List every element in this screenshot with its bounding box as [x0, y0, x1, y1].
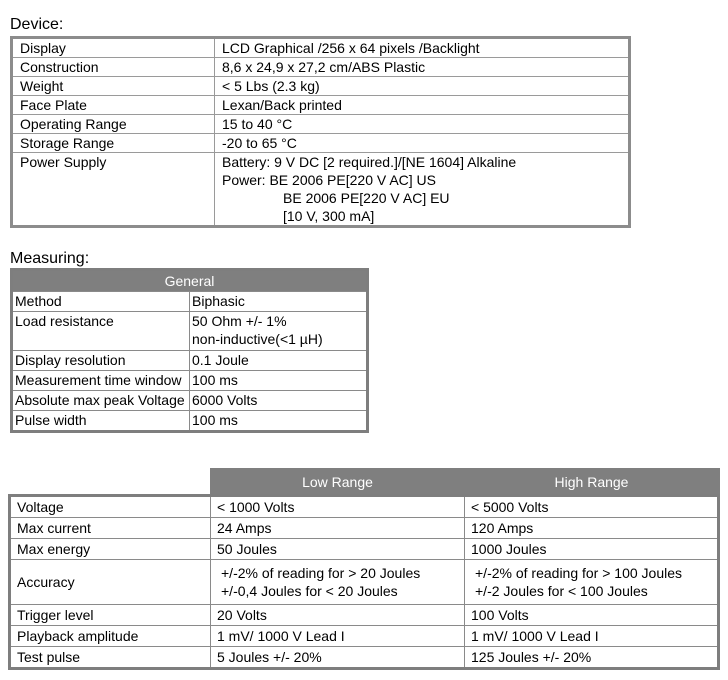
spec-key: Weight [12, 77, 215, 96]
low-range-header: Low Range [211, 469, 465, 496]
power-line: Battery: 9 V DC [2 required.]/[NE 1604] Alkaline [222, 154, 517, 170]
power-line: Power: BE 2006 PE[220 V AC] US [222, 172, 437, 188]
range-key: Accuracy [10, 560, 211, 605]
table-row [12, 115, 630, 134]
low-value: 20 Volts [211, 605, 465, 626]
table-row [12, 371, 368, 391]
spec-value: LCD Graphical /256 x 64 pixels /Backlight [215, 38, 630, 58]
range-header-blank [10, 469, 211, 496]
spec-key: Power Supply [12, 153, 215, 227]
table-row [12, 58, 630, 77]
table-row [12, 38, 630, 58]
range-key: Playback amplitude [10, 626, 211, 647]
low-value-line: +/-0,4 Joules for < 20 Joules [221, 583, 398, 599]
high-value-line: +/-2 Joules for < 100 Joules [475, 583, 648, 599]
low-value: < 1000 Volts [211, 496, 465, 518]
spec-key: Measurement time window [12, 371, 190, 391]
power-line: BE 2006 PE[220 V AC] EU [283, 190, 450, 206]
low-value: 50 Joules [211, 539, 465, 560]
measuring-general-table [10, 268, 369, 433]
range-key: Max current [10, 518, 211, 539]
spec-key: Display [12, 38, 215, 58]
high-value: 125 Joules +/- 20% [465, 647, 719, 669]
power-line: [10 V, 300 mA] [283, 208, 375, 224]
general-header: General [12, 270, 368, 292]
table-row [10, 647, 719, 669]
range-key: Trigger level [10, 605, 211, 626]
table-row [10, 605, 719, 626]
range-key: Voltage [10, 496, 211, 518]
table-row [10, 560, 719, 605]
table-row [10, 496, 719, 518]
high-value: 1000 Joules [465, 539, 719, 560]
table-row [12, 77, 630, 96]
spec-key: Load resistance [12, 312, 190, 351]
low-value: 24 Amps [211, 518, 465, 539]
high-value: < 5000 Volts [465, 496, 719, 518]
high-value [465, 560, 719, 605]
spec-key: Absolute max peak Voltage [12, 391, 190, 411]
table-row [12, 312, 368, 351]
high-value-line: +/-2% of reading for > 100 Joules [475, 565, 683, 581]
spec-value: 100 ms [190, 411, 368, 432]
spec-value: 100 ms [190, 371, 368, 391]
spec-key: Display resolution [12, 351, 190, 371]
spec-value: 0.1 Joule [190, 351, 368, 371]
spec-value-line: 50 Ohm +/- 1% [192, 313, 287, 329]
spec-value: -20 to 65 °C [215, 134, 630, 153]
spec-key: Pulse width [12, 411, 190, 432]
spec-value-line: non-inductive(<1 µH) [192, 331, 323, 347]
range-key: Max energy [10, 539, 211, 560]
table-row [12, 134, 630, 153]
spec-value: 15 to 40 °C [215, 115, 630, 134]
table-row [12, 292, 368, 312]
spec-key: Construction [12, 58, 215, 77]
table-row [10, 539, 719, 560]
device-spec-table [10, 36, 631, 228]
range-table [8, 468, 720, 670]
spec-value: Biphasic [190, 292, 368, 312]
range-key: Test pulse [10, 647, 211, 669]
power-supply-value [215, 153, 630, 227]
table-row [12, 351, 368, 371]
low-value: 5 Joules +/- 20% [211, 647, 465, 669]
table-row [12, 391, 368, 411]
spec-value: Lexan/Back printed [215, 96, 630, 115]
low-value-line: +/-2% of reading for > 20 Joules [221, 565, 421, 581]
high-range-header: High Range [465, 469, 719, 496]
spec-value: < 5 Lbs (2.3 kg) [215, 77, 630, 96]
high-value: 100 Volts [465, 605, 719, 626]
high-value: 1 mV/ 1000 V Lead I [465, 626, 719, 647]
spec-key: Storage Range [12, 134, 215, 153]
low-value [211, 560, 465, 605]
table-row [12, 153, 630, 227]
low-value: 1 mV/ 1000 V Lead I [211, 626, 465, 647]
spec-value [190, 312, 368, 351]
table-row [12, 411, 368, 432]
spec-key: Face Plate [12, 96, 215, 115]
spec-key: Operating Range [12, 115, 215, 134]
spec-value: 8,6 x 24,9 x 27,2 cm/ABS Plastic [215, 58, 630, 77]
table-row [10, 626, 719, 647]
spec-key: Method [12, 292, 190, 312]
device-heading: Device: [10, 16, 64, 33]
table-row [10, 518, 719, 539]
table-row [12, 96, 630, 115]
high-value: 120 Amps [465, 518, 719, 539]
measuring-heading: Measuring: [10, 250, 90, 267]
spec-value: 6000 Volts [190, 391, 368, 411]
